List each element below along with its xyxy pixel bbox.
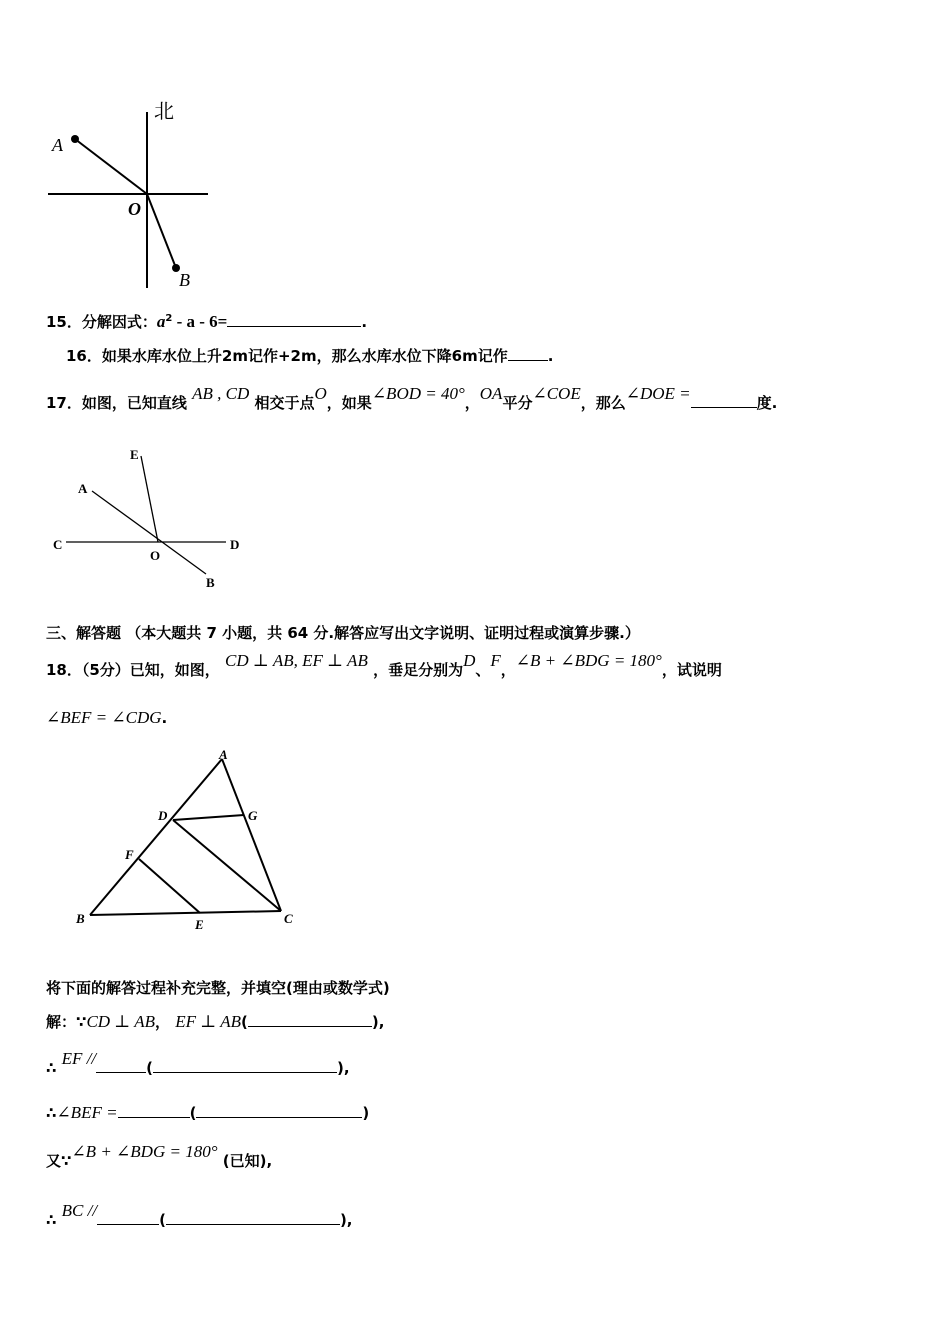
question-16 bbox=[66, 345, 553, 366]
q17-text-6: ，那么 bbox=[580, 394, 626, 412]
label-c: C bbox=[284, 911, 293, 926]
q18-math-d: D bbox=[463, 651, 476, 670]
line-ab bbox=[92, 491, 206, 574]
therefore-symbol-2: ∴ bbox=[46, 1059, 57, 1077]
figure-18 bbox=[70, 745, 310, 940]
label-d: D bbox=[230, 537, 240, 552]
q16-value-2: +2m bbox=[277, 347, 317, 365]
solution-l2-open: ( bbox=[146, 1059, 153, 1077]
q16-value-3: 6m bbox=[451, 347, 478, 365]
label-o: O bbox=[128, 199, 141, 219]
q18-text-4: ，试说明 bbox=[661, 661, 722, 679]
solution-l1-open: ( bbox=[240, 1013, 248, 1031]
q15-expr-rest: - a - 6= bbox=[172, 312, 228, 331]
q17-text-1: 如图，已知直线 bbox=[81, 394, 187, 412]
q16-number: 16． bbox=[66, 347, 102, 365]
segment-dc bbox=[173, 820, 281, 911]
solution-line-1 bbox=[46, 1011, 384, 1032]
label-d: D bbox=[158, 808, 168, 823]
segment-oa bbox=[75, 139, 147, 194]
solution-l1-close: ), bbox=[371, 1013, 385, 1031]
solution-l2-blank-2[interactable] bbox=[153, 1058, 337, 1073]
figure-north-direction bbox=[44, 98, 214, 298]
solution-l5-close: ), bbox=[339, 1211, 353, 1229]
question-18 bbox=[46, 651, 722, 680]
q18-end: . bbox=[161, 709, 168, 727]
solution-math-bc-parallel: BC // bbox=[61, 1201, 98, 1220]
solution-l1-blank[interactable] bbox=[248, 1012, 372, 1027]
q17-math-o: O bbox=[314, 384, 327, 403]
label-o: O bbox=[150, 548, 161, 563]
q17-math-ab-cd: AB , CD bbox=[192, 384, 250, 403]
q16-end: . bbox=[547, 347, 554, 365]
solution-l5-blank-1[interactable] bbox=[97, 1210, 159, 1225]
therefore-symbol-3: ∴ bbox=[46, 1104, 57, 1122]
q15-end: . bbox=[361, 313, 368, 331]
q18-text-1: ，垂足分别为 bbox=[373, 661, 464, 679]
solution-l4-reason: (已知), bbox=[222, 1152, 273, 1170]
solution-math-ef-ab: EF ⊥ AB bbox=[175, 1012, 241, 1031]
solution-math-cd-ab: CD ⊥ AB bbox=[86, 1012, 156, 1031]
label-b: B bbox=[179, 270, 190, 290]
q15-expr-sup: 2 bbox=[165, 313, 173, 324]
solution-l3-open: ( bbox=[189, 1104, 197, 1122]
solution-l5-blank-2[interactable] bbox=[166, 1210, 340, 1225]
solution-intro: 将下面的解答过程补充完整，并填空(理由或数学式) bbox=[46, 979, 390, 997]
q17-text-4: ， bbox=[464, 394, 480, 412]
label-e: E bbox=[195, 917, 204, 932]
side-ab bbox=[90, 759, 222, 915]
segment-fe bbox=[139, 859, 200, 913]
segment-dg bbox=[173, 815, 244, 820]
solution-line-2 bbox=[46, 1049, 350, 1078]
q17-text-3: ，如果 bbox=[326, 394, 372, 412]
q17-answer-blank[interactable] bbox=[691, 393, 757, 408]
q18-math-f: F bbox=[490, 651, 501, 670]
q18-text-3: ， bbox=[500, 661, 516, 679]
solution-math-ef-parallel: EF // bbox=[61, 1049, 97, 1068]
q16-text-4: 记作 bbox=[477, 347, 508, 365]
q17-text-2: 相交于点 bbox=[254, 394, 315, 412]
solution-also-because: 又∵ bbox=[46, 1152, 72, 1170]
solution-math-angle-bef: ∠BEF = bbox=[56, 1103, 118, 1122]
solution-because-1: 解：∵ bbox=[46, 1013, 87, 1031]
q17-math-angle-doe: ∠DOE = bbox=[625, 384, 691, 403]
label-a: A bbox=[219, 747, 228, 762]
label-c: C bbox=[53, 537, 63, 552]
segment-ob bbox=[147, 194, 176, 268]
question-15 bbox=[46, 311, 367, 332]
solution-l2-close: ), bbox=[337, 1059, 350, 1077]
q17-number: 17． bbox=[46, 394, 82, 412]
label-a: A bbox=[78, 481, 88, 496]
q16-text-1: 如果水库水位上升 bbox=[101, 347, 222, 365]
q15-prefix: 分解因式： bbox=[81, 313, 157, 331]
side-bc bbox=[90, 911, 281, 915]
solution-l2-blank-1[interactable] bbox=[96, 1058, 146, 1073]
side-ac bbox=[222, 759, 281, 911]
section-3-heading: 三、解答题 （本大题共 7 小题，共 64 分.解答应写出文字说明、证明过程或演算步骤.） bbox=[46, 624, 640, 642]
label-b: B bbox=[76, 911, 85, 926]
q15-answer-blank[interactable] bbox=[227, 312, 361, 327]
q15-number: 15． bbox=[46, 313, 82, 331]
label-f: F bbox=[125, 847, 134, 862]
q18-math-claim: ∠BEF = ∠CDG bbox=[46, 708, 162, 727]
q16-text-3: ，那么水库水位下降 bbox=[316, 347, 452, 365]
q16-answer-blank[interactable] bbox=[508, 346, 548, 361]
solution-l5-open: ( bbox=[159, 1211, 166, 1229]
therefore-symbol-5: ∴ bbox=[46, 1211, 57, 1229]
label-a: A bbox=[52, 135, 63, 155]
solution-line-3 bbox=[46, 1103, 369, 1123]
q18-math-perpendiculars: CD ⊥ AB, EF ⊥ AB bbox=[225, 651, 368, 670]
label-e: E bbox=[130, 447, 139, 462]
q17-math-angle-coe: ∠COE bbox=[532, 384, 581, 403]
q16-text-2: 记作 bbox=[247, 347, 278, 365]
q17-math-angle-bod: ∠BOD = 40° bbox=[371, 384, 465, 403]
solution-l3-blank-2[interactable] bbox=[196, 1103, 362, 1118]
q17-text-5: 平分 bbox=[502, 394, 533, 412]
q18-number: 18．（5分）已知，如图， bbox=[46, 661, 220, 679]
point-a bbox=[71, 135, 79, 143]
solution-line-4 bbox=[46, 1142, 273, 1171]
question-17 bbox=[46, 384, 778, 413]
q16-value-1: 2m bbox=[221, 347, 248, 365]
solution-math-angle-sum: ∠B + ∠BDG = 180° bbox=[71, 1142, 218, 1161]
question-18-claim bbox=[46, 708, 167, 728]
solution-line-5 bbox=[46, 1201, 353, 1230]
label-g: G bbox=[248, 808, 258, 823]
solution-l3-blank-1[interactable] bbox=[118, 1103, 190, 1118]
label-b: B bbox=[206, 575, 215, 590]
q18-text-2: 、 bbox=[475, 661, 491, 679]
figure-17 bbox=[46, 442, 256, 597]
q17-end: 度. bbox=[756, 394, 778, 412]
q15-expr-a: a bbox=[156, 312, 166, 331]
solution-l3-close: ) bbox=[362, 1104, 370, 1122]
solution-sep: ， bbox=[155, 1013, 171, 1031]
q18-math-angle-sum: ∠B + ∠BDG = 180° bbox=[515, 651, 662, 670]
north-label: 北 bbox=[154, 101, 174, 123]
q17-math-oa: OA bbox=[479, 384, 503, 403]
